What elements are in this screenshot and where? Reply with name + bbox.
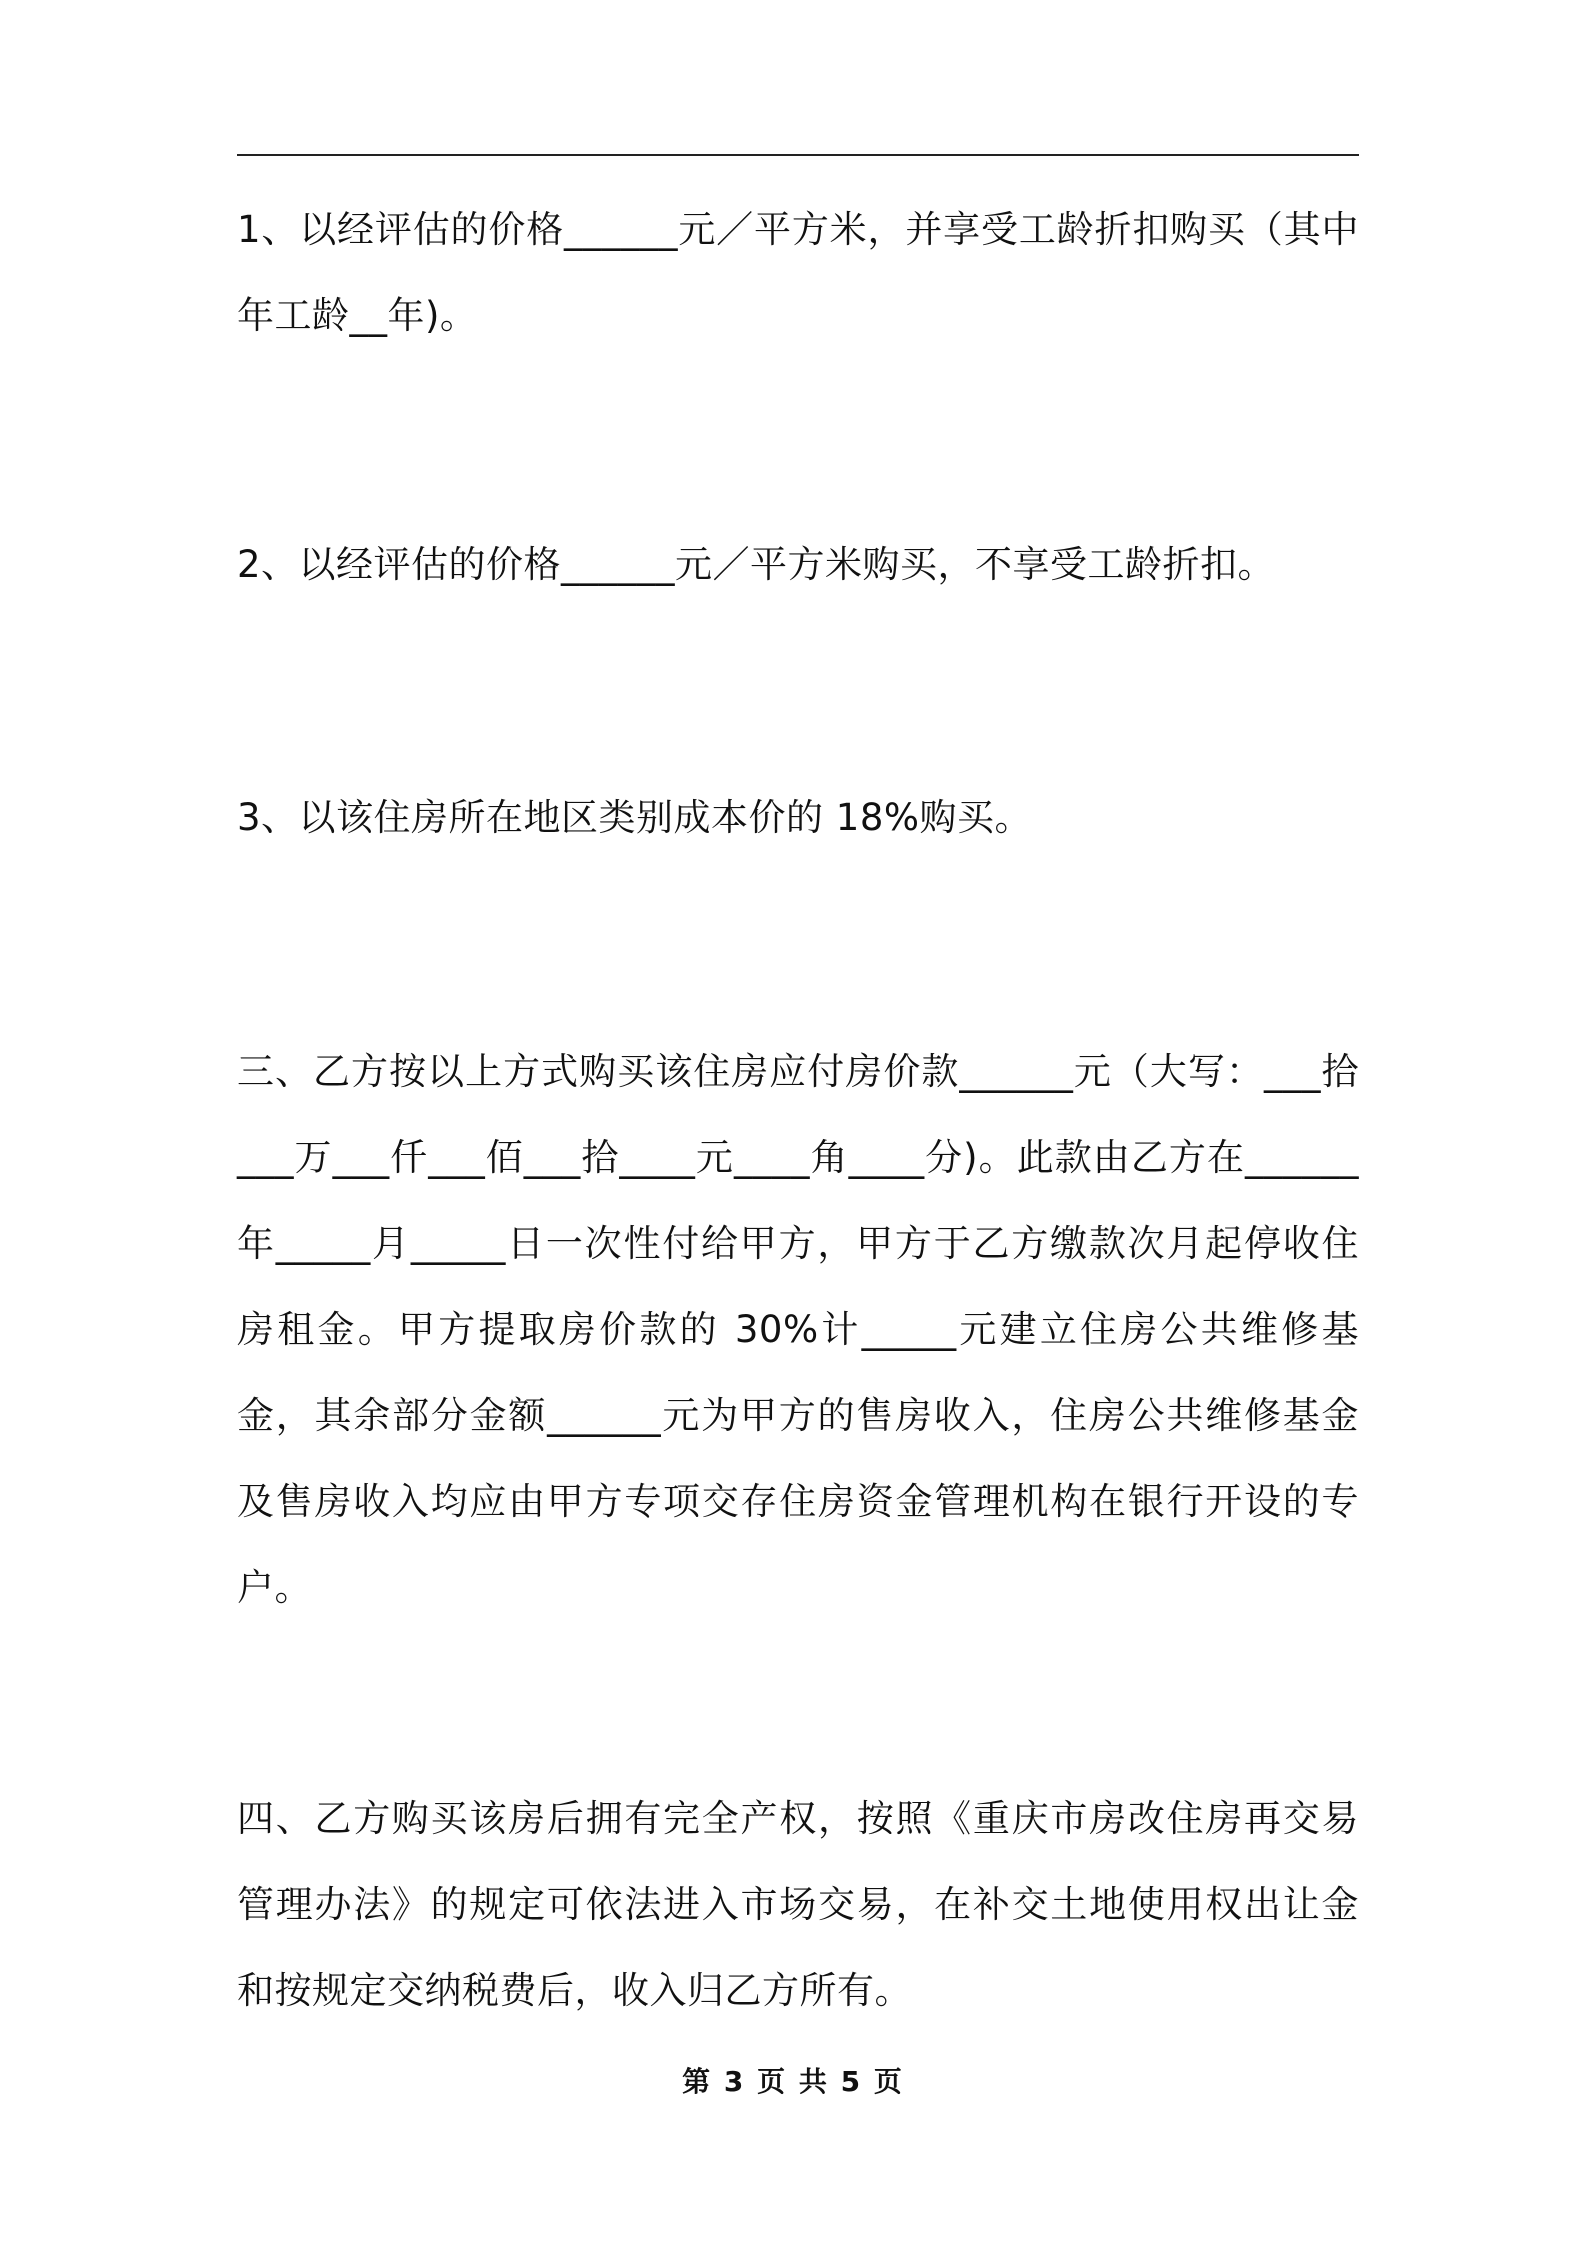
- clause-3-cost-price-percentage: 3、以该住房所在地区类别成本价的 18%购买。: [237, 796, 1033, 839]
- section-3-payment-terms: 三、乙方按以上方式购买该住房应付房价款______元（大写：___拾___万___仟___佰___拾____元____角____分)。此款由乙方在______年_____月_____日一次性付给甲方，甲方于乙方缴款次月起停收住房租金。甲方提取房价款的 30%计_____元建立住房公共维修基金，其余部分金额______元为甲方的售房收入，住房公共维修基金及售房收入均应由甲方专项交存住房资金管理机构在银行开设的专户。: [237, 1050, 1359, 1609]
- header-rule: [237, 154, 1359, 156]
- page-footer-indicator: 第 3 页 共 5 页: [682, 2065, 904, 2098]
- section-4-property-rights: 四、乙方购买该房后拥有完全产权，按照《重庆市房改住房再交易管理办法》的规定可依法进入市场交易，在补交土地使用权出让金和按规定交纳税费后，收入归乙方所有。: [237, 1797, 1359, 2012]
- clause-1-price-with-seniority-discount: 1、以经评估的价格______元／平方米，并享受工龄折扣购买（其中年工龄__年)。: [237, 208, 1359, 337]
- clause-2-price-without-discount: 2、以经评估的价格______元／平方米购买，不享受工龄折扣。: [237, 543, 1276, 586]
